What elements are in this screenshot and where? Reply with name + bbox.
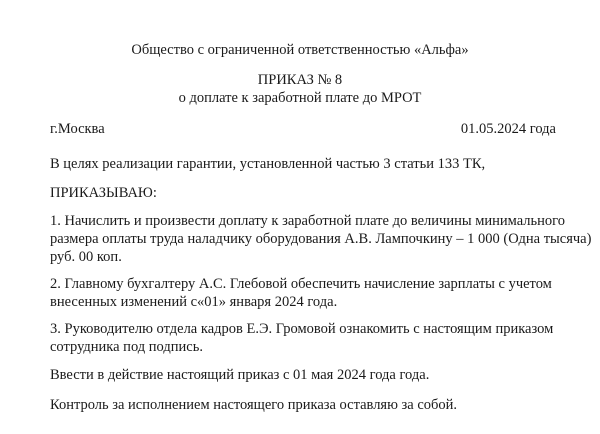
effective-date-text: Ввести в действие настоящий приказ с 01 мая 2024 года года.: [50, 367, 430, 383]
control-text: Контроль за исполнением настоящего приказа оставляю за собой.: [50, 397, 458, 413]
item-3-line-2: сотрудника под подпись.: [50, 339, 203, 355]
item-2-line-1: 2. Главному бухгалтеру А.С. Глебовой обеспечить начисление зарплаты с учетом: [50, 276, 552, 292]
city: г.Москва: [50, 121, 105, 137]
order-word: ПРИКАЗЫВАЮ:: [50, 185, 157, 201]
order-date: 01.05.2024 года: [460, 121, 556, 137]
order-title: ПРИКАЗ № 8: [257, 72, 343, 88]
organization-name: Общество с ограниченной ответственностью «Альфа»: [131, 42, 469, 58]
item-2-line-2: внесенных изменений с«01» января 2024 года.: [50, 294, 338, 310]
item-1-line-3: руб. 00 коп.: [50, 249, 122, 265]
item-1-line-1: 1. Начислить и произвести доплату к заработной плате до величины минимального: [50, 213, 565, 229]
item-3-line-1: 3. Руководителю отдела кадров Е.Э. Громовой ознакомить с настоящим приказом: [50, 321, 554, 337]
item-1-line-2: размера оплаты труда наладчику оборудования А.В. Лампочкину – 1 000 (Одна тысяча): [50, 231, 592, 247]
order-subject: о доплате к заработной плате до МРОТ: [178, 90, 422, 106]
preamble-text: В целях реализации гарантии, установленной частью 3 статьи 133 ТК,: [50, 156, 486, 172]
